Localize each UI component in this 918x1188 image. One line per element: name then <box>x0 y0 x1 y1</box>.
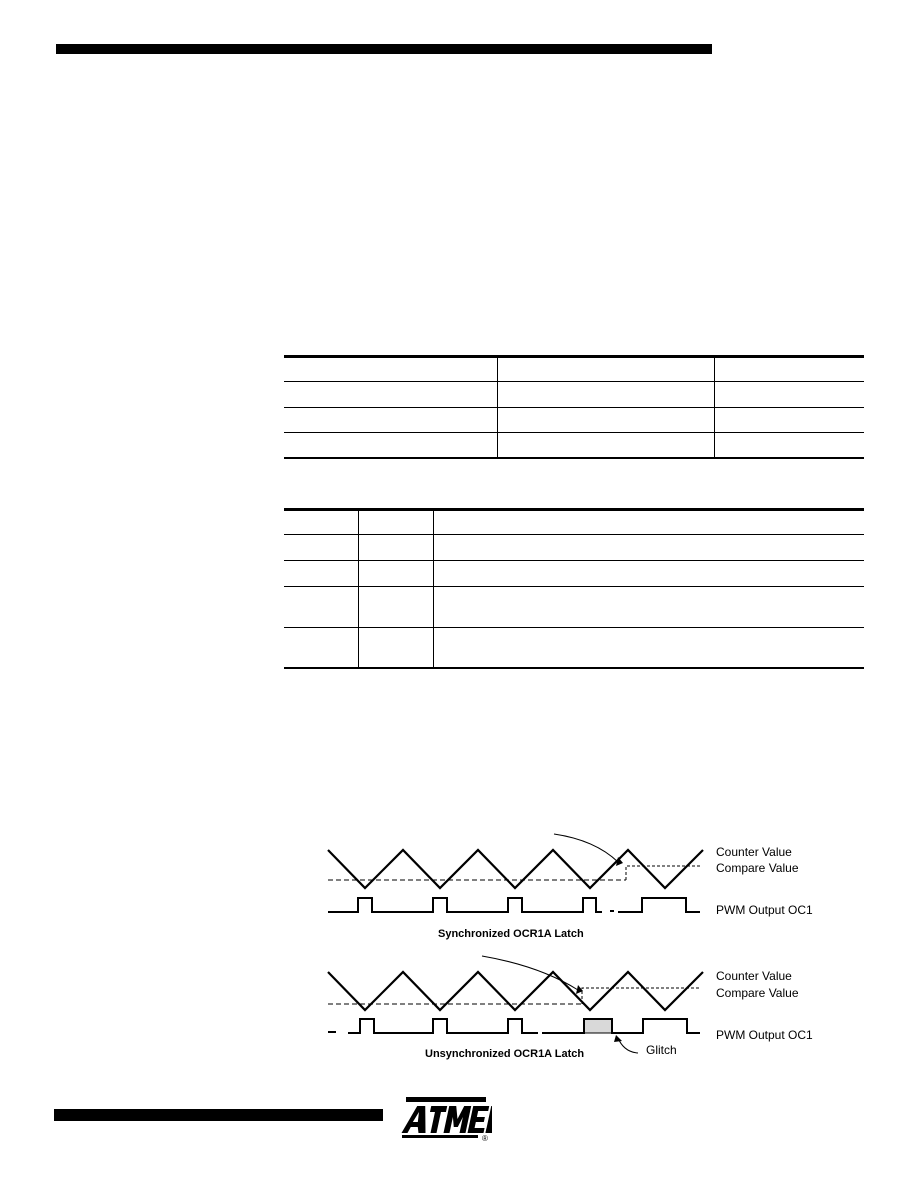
unsync-diagram <box>328 956 813 1060</box>
unsync-compare-label: Compare Value <box>716 986 799 1000</box>
table-row <box>284 433 864 458</box>
sync-arrow <box>554 834 618 862</box>
sync-compare-step <box>626 866 700 880</box>
glitch-highlight <box>584 1019 612 1033</box>
glitch-label: Glitch <box>646 1043 677 1057</box>
sync-pwm-label: PWM Output OC1 <box>716 903 813 917</box>
table-row <box>284 408 864 433</box>
registered-mark: ® <box>482 1134 488 1143</box>
header-bar <box>56 44 712 54</box>
sync-counter-waveform <box>328 850 703 888</box>
sync-diagram <box>328 834 813 940</box>
unsync-pwm-output <box>348 1019 538 1033</box>
unsync-pwm-label: PWM Output OC1 <box>716 1028 813 1042</box>
table-row <box>284 510 864 535</box>
pwm-timing-diagram <box>320 826 840 1066</box>
table-2 <box>284 508 864 669</box>
table-row <box>284 535 864 561</box>
unsync-caption: Unsynchronized OCR1A Latch <box>425 1048 585 1060</box>
unsync-counter-label: Counter Value <box>716 969 792 983</box>
atmel-logo <box>396 1093 492 1143</box>
unsync-arrow <box>482 956 578 990</box>
unsync-pwm-output-2 <box>542 1019 700 1033</box>
glitch-arrow-head <box>614 1035 622 1042</box>
table-1 <box>284 355 864 459</box>
sync-pwm-output <box>328 898 602 912</box>
table-row <box>284 357 864 382</box>
sync-pwm-output-2 <box>618 898 700 912</box>
table-row <box>284 561 864 587</box>
table-row <box>284 587 864 628</box>
sync-counter-label: Counter Value <box>716 845 792 859</box>
sync-compare-label: Compare Value <box>716 861 799 875</box>
sync-caption: Synchronized OCR1A Latch <box>438 928 584 940</box>
table-row <box>284 628 864 668</box>
footer-bar <box>54 1109 383 1121</box>
table-row <box>284 382 864 408</box>
